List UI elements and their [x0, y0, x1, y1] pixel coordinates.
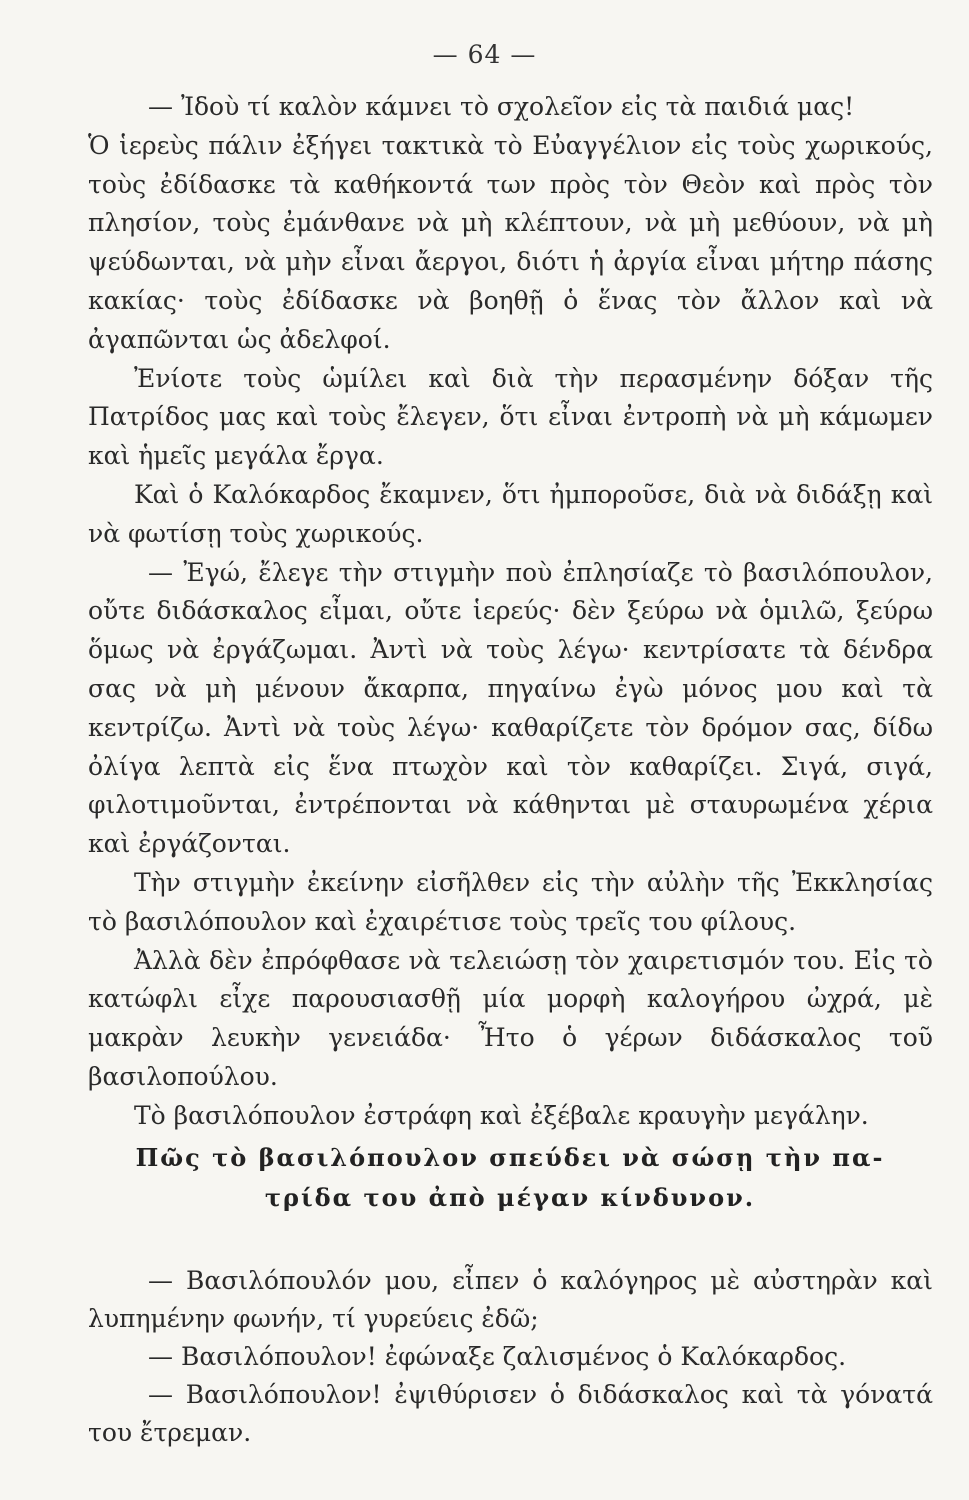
- paragraph: Ὁ ἱερεὺς πάλιν ἐξήγει τακτικὰ τὸ Εὐαγγέλιον εἰς τοὺς χωρικούς, τοὺς ἐδίδασκε τὰ καθήκοντά των πρὸς τὸν Θεὸν καὶ πρὸς τὸν πλησίον, τοὺς ἐμάνθανε νὰ μὴ κλέπτουν, νὰ μὴ μεθύουν, νὰ μὴ ψεύδωνται, νὰ μὴν εἶναι ἄεργοι, διότι ἡ ἀργία εἶναι μήτηρ πάσης κακίας· τοὺς ἐδίδασκε νὰ βοηθῇ ὁ ἕνας τὸν ἄλλον καὶ νὰ ἀγαπῶνται ὡς ἀδελφοί.: [88, 130, 933, 354]
- closing-text: [88, 1262, 933, 1452]
- paragraph: — Βασιλόπουλόν μου, εἶπεν ὁ καλόγηρος μὲ αὐστηρὰν καὶ λυπημένην φωνήν, τί γυρεύεις ἐδῶ;: [88, 1266, 933, 1333]
- page-number: — 64 —: [432, 40, 537, 69]
- paragraph: Τὸ βασιλόπουλον ἐστράφη καὶ ἐξέβαλε κραυγὴν μεγάλην.: [134, 1100, 869, 1130]
- section-heading: [110, 1138, 910, 1218]
- paragraph: Τὴν στιγμὴν ἐκείνην εἰσῆλθεν εἰς τὴν αὐλὴν τῆς Ἐκκλησίας τὸ βασιλόπουλον καὶ ἐχαιρέτισε τοὺς τρεῖς του φίλους.: [88, 867, 933, 936]
- section-heading-line: Πῶς τὸ βασιλόπουλον σπεύδει νὰ σώσῃ τὴν πα-: [135, 1143, 885, 1172]
- section-heading-line: τρίδα του ἀπὸ μέγαν κίνδυνον.: [264, 1183, 756, 1212]
- paragraph: Ἀλλὰ δὲν ἐπρόφθασε νὰ τελειώσῃ τὸν χαιρετισμόν του. Εἰς τὸ κατώφλι εἶχε παρουσιασθῇ μία μορφὴ καλογήρου ὠχρά, μὲ μακρὰν λευκὴν γενειάδα· Ἦτο ὁ γέρων διδάσκαλος τοῦ βασιλοπούλου.: [88, 945, 933, 1091]
- paragraph: Ἐνίοτε τοὺς ὡμίλει καὶ διὰ τὴν περασμένην δόξαν τῆς Πατρίδος μας καὶ τοὺς ἔλεγεν, ὅτι εἶναι ἐντροπὴ νὰ μὴ κάμωμεν καὶ ἡμεῖς μεγάλα ἔργα.: [88, 363, 933, 471]
- paragraph: — Βασιλόπουλον! ἐφώναξε ζαλισμένος ὁ Καλόκαρδος.: [148, 1342, 847, 1371]
- paragraph: — Ἐγώ, ἔλεγε τὴν στιγμὴν ποὺ ἐπλησίαζε τὸ βασιλόπουλον, οὔτε διδάσκαλος εἶμαι, οὔτε ἱερεύς· δὲν ξεύρω νὰ ὁμιλῶ, ξεύρω ὅμως νὰ ἐργάζωμαι. Ἀντὶ νὰ τοὺς λέγω· κεντρίσατε τὰ δένδρα σας νὰ μὴ μένουν ἄκαρπα, πηγαίνω ἐγὼ μόνος μου καὶ τὰ κεντρίζω. Ἀντὶ νὰ τοὺς λέγω· καθαρίζετε τὸν δρόμον σας, δίδω ὀλίγα λεπτὰ εἰς ἕνα πτωχὸν καὶ τὸν καθαρίζει. Σιγά, σιγά, φιλοτιμοῦνται, ἐντρέπονται νὰ κάθηνται μὲ σταυρωμένα χέρια καὶ ἐργάζονται.: [88, 557, 933, 859]
- paragraph: Καὶ ὁ Καλόκαρδος ἔκαμνεν, ὅτι ἠμποροῦσε, διὰ νὰ διδάξῃ καὶ νὰ φωτίσῃ τοὺς χωρικούς.: [88, 479, 933, 548]
- main-text: [88, 88, 933, 1136]
- paragraph: — Βασιλόπουλον! ἐψιθύρισεν ὁ διδάσκαλος καὶ τὰ γόνατά του ἔτρεμαν.: [88, 1380, 933, 1447]
- paragraph: — Ἰδοὺ τί καλὸν κάμνει τὸ σχολεῖον εἰς τὰ παιδιά μας!: [148, 92, 855, 121]
